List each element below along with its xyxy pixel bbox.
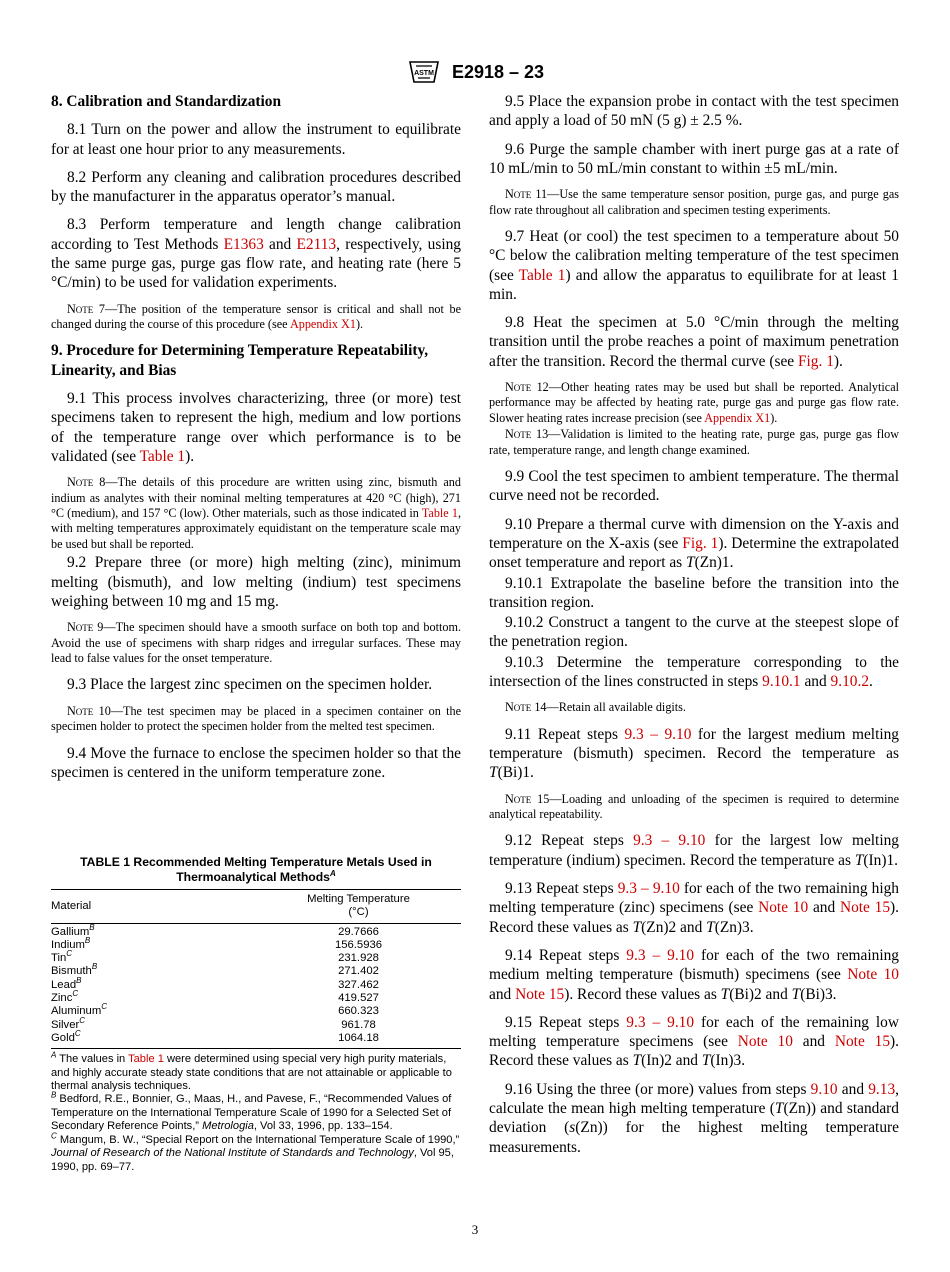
paragraph-9-7: 9.7 Heat (or cool) the test specimen to a temperature about 50 °C below the calibration melting temperature of the test specimen (see Table 1) and allow the apparatus to equilibrate for at least 1 min. (489, 228, 899, 303)
paragraph-9-10: 9.10 Prepare a thermal curve with dimension on the Y-axis and temperature on the X-axis (see Fig. 1). Determine the extrapolated onset temperature and report as T(Zn)1. (489, 515, 900, 572)
link-appendix-x1[interactable]: Appendix X1 (289, 317, 356, 332)
paragraph-9-13: 9.13 Repeat steps 9.3 – 9.10 for each of the two remaining high melting temperature (zinc) specimens (see Note 10 and Note 15). Record these values as T(Zn)2 and T(Zn)3. (489, 880, 900, 936)
table-row (51, 952, 461, 965)
link-steps-9-3-9-10[interactable]: 9.3 – 9.10 (617, 880, 680, 898)
table-row (51, 979, 461, 992)
paragraph-9-12: 9.12 Repeat steps 9.3 – 9.10 for the largest low melting temperature (indium) specimen. Record the temperature as T(In)1. (489, 832, 899, 869)
link-fig-1[interactable]: Fig. 1 (797, 352, 834, 370)
table-1 (51, 855, 461, 1174)
paragraph-9-2: 9.2 Prepare three (or more) high melting (zinc), minimum melting (bismuth), and low melting (indium) test specimens weighing between 10 mg and 15 mg. (51, 554, 461, 610)
melting-temperature-table (51, 890, 461, 1049)
section-8-heading: 8. Calibration and Standardization (51, 93, 282, 110)
material-cell: Gallium$^B$ (51, 922, 95, 938)
material-cell: Tin$^C$ (51, 949, 73, 965)
melting-temperature-cell: 271.402 (338, 965, 379, 978)
link-table-1[interactable]: Table 1 (128, 1053, 164, 1066)
material-cell: Silver$^C$ (51, 1015, 86, 1031)
note-9: Note 9—The specimen should have a smooth surface on both top and bottom. Avoid the use of specimens with sharp ridges and irregular surfaces. These may lead to false values for the onset temperature. (51, 620, 462, 665)
right-column (489, 92, 899, 1166)
link-e2113[interactable]: E2113 (296, 235, 337, 253)
paragraph-8-1: 8.1 Turn on the power and allow the instrument to equilibrate for at least one hour prior to any measurements. (51, 121, 461, 158)
link-note-15[interactable]: Note 15 (839, 899, 891, 917)
astm-logo-text: ASTM (414, 70, 434, 77)
table-1-caption: TABLE 1 Recommended Melting Temperature Metals Used in Thermoanalytical Methods$^A$ (51, 855, 461, 890)
material-cell: Bismuth$^B$ (51, 962, 98, 978)
link-step-9-10-1[interactable]: 9.10.1 (762, 673, 801, 691)
paragraph-9-15: 9.15 Repeat steps 9.3 – 9.10 for each of the remaining low melting temperature specimens (see Note 10 and Note 15). Record these values as T(In)2 and T(In)3. (489, 1013, 899, 1070)
paragraph-8-3: 8.3 Perform temperature and length change calibration according to Test Methods E1363 and E2113, respectively, using the same purge gas, purge gas flow rate, and heating rate (here 5 °C/min) to be used for validation experiments. (51, 216, 461, 292)
table-row (51, 1032, 461, 1049)
link-steps-9-3-9-10[interactable]: 9.3 – 9.10 (626, 1013, 695, 1031)
material-cell: Aluminum$^C$ (51, 1002, 108, 1018)
paragraph-9-5: 9.5 Place the expansion probe in contact with the test specimen and apply a load of 50 mN (5 g) ± 2.5 %. (489, 93, 899, 130)
paragraph-9-16: 9.16 Using the three (or more) values from steps 9.10 and 9.13, calculate the mean high melting temperature (T(Zn)) and standard deviation (s(Zn)) for the highest melting temperature measurements. (489, 1080, 900, 1156)
material-cell: Lead$^B$ (51, 976, 82, 991)
melting-temperature-cell: 156.5936 (334, 938, 383, 951)
paragraph-9-11: 9.11 Repeat steps 9.3 – 9.10 for the largest medium melting temperature (bismuth) specimen. Record the temperature as T(Bi)1. (489, 725, 900, 782)
note-7: Note 7—The position of the temperature sensor is critical and shall not be changed during the course of this procedure (see Appendix X1). (51, 301, 461, 332)
melting-temperature-cell: 419.527 (338, 992, 379, 1005)
melting-temperature-cell: 327.462 (338, 978, 379, 991)
material-cell: Indium$^B$ (51, 936, 91, 951)
paragraph-8-2: 8.2 Perform any cleaning and calibration procedures described by the manufacturer in the apparatus operator’s manual. (51, 168, 461, 206)
footnote-b: $^B$ Bedford, R.E., Bonnier, G., Maas, H., and Pavese, F., “Recommended Values of Temperature on the International Temperature Scale of 1990 for a Selected Set of Secondary Reference Points,” Metrologia, Vol 33, 1996, pp. 133–154. (51, 1090, 452, 1133)
link-note-15[interactable]: Note 15 (515, 985, 565, 1003)
paragraph-9-8: 9.8 Heat the specimen at 5.0 °C/min through the melting transition until the probe reaches a point of maximum penetration after the transition. Record the thermal curve (see Fig. 1). (489, 314, 899, 370)
link-note-10[interactable]: Note 10 (758, 899, 809, 917)
paragraph-9-3: 9.3 Place the largest zinc specimen on the specimen holder. (67, 676, 433, 694)
link-fig-1[interactable]: Fig. 1 (682, 535, 719, 552)
paragraph-9-6: 9.6 Purge the sample chamber with inert purge gas at a rate of 10 mL/min to 50 mL/min constant to within ±5 mL/min. (489, 140, 899, 177)
paragraph-9-10-3: 9.10.3 Determine the temperature corresponding to the intersection of the lines constructed in steps 9.10.1 and 9.10.2. (489, 653, 899, 691)
link-note-15[interactable]: Note 15 (834, 1033, 891, 1051)
paragraph-9-1: 9.1 This process involves characterizing, three (or more) test specimens taken to represent the high, medium and low portions of the temperature range over which performance is to be validated (see Table 1). (51, 390, 461, 465)
section-9-heading: 9. Procedure for Determining Temperature Repeatability, Linearity, and Bias (51, 342, 429, 379)
table-row (51, 923, 461, 939)
link-steps-9-3-9-10[interactable]: 9.3 – 9.10 (626, 946, 695, 964)
link-steps-9-3-9-10[interactable]: 9.3 – 9.10 (633, 832, 706, 850)
table-row (51, 992, 461, 1005)
table-row (51, 939, 461, 952)
link-table-1[interactable]: Table 1 (518, 266, 566, 284)
note-11: Note 11—Use the same temperature sensor position, purge gas, and purge gas flow rate throughout all calibration and specimen testing experiments. (489, 187, 899, 217)
link-appendix-x1[interactable]: Appendix X1 (704, 410, 771, 425)
left-column (51, 92, 461, 791)
link-step-9-10-2[interactable]: 9.10.2 (830, 673, 870, 691)
note-12: Note 12—Other heating rates may be used but shall be reported. Analytical performance may be affected by heating rate, purge gas and purge gas flow rate. Slower heating rates increase precision (see Appendix X1). (489, 380, 899, 425)
note-10: Note 10—The test specimen may be placed in a specimen container on the specimen holder to protect the specimen holder from the melted test specimen. (51, 703, 462, 734)
material-cell: Zinc$^C$ (51, 989, 79, 1005)
footnote-a: $^A$ The values in Table 1 were determined using special very high purity materials, and highly accurate steady state conditions that are not attainable or applicable to thermal analysis techniques. (51, 1050, 452, 1093)
paragraph-9-4: 9.4 Move the furnace to enclose the specimen holder so that the specimen is centered in the uniform temperature zone. (51, 744, 461, 781)
astm-logo-icon (406, 58, 442, 86)
footnote-c: $^C$ Mangum, B. W., “Special Report on the International Temperature Scale of 1990,” Journal of Research of the National Institute of Standards and Technology, Vol 95, 1990, pp. 69–77. (51, 1131, 460, 1173)
document-designation: E2918 – 23 (451, 61, 545, 82)
table-footnotes (51, 1050, 461, 1174)
link-step-9-13[interactable]: 9.13 (868, 1080, 896, 1098)
paragraph-9-10-2: 9.10.2 Construct a tangent to the curve at the steepest slope of the penetration region. (489, 614, 899, 651)
note-13: Note 13—Validation is limited to the heating rate, purge gas, purge gas flow rate, temperature range, and length change examined. (489, 427, 900, 457)
table-row (51, 1019, 461, 1032)
material-cell: Gold$^C$ (51, 1032, 256, 1049)
melting-temperature-cell: 660.323 (338, 1005, 379, 1018)
melting-temperature-cell: 231.928 (338, 952, 379, 965)
page-header (0, 58, 950, 86)
link-note-10[interactable]: Note 10 (737, 1033, 793, 1051)
paragraph-9-14: 9.14 Repeat steps 9.3 – 9.10 for each of the two remaining medium melting temperature (bismuth) specimens (see Note 10 and Note 15). Record these values as T(Bi)2 and T(Bi)3. (489, 946, 900, 1003)
note-14: Note 14—Retain all available digits. (505, 700, 686, 715)
melting-temperature-cell: 29.7666 (338, 925, 379, 938)
table-row (51, 965, 461, 978)
link-steps-9-3-9-10[interactable]: 9.3 – 9.10 (624, 725, 692, 743)
link-e1363[interactable]: E1363 (223, 235, 264, 253)
link-table-1[interactable]: Table 1 (421, 506, 458, 521)
paragraph-9-9: 9.9 Cool the test specimen to ambient temperature. The thermal curve need not be recorded. (489, 468, 899, 505)
link-note-10[interactable]: Note 10 (847, 966, 900, 984)
link-table-1[interactable]: Table 1 (139, 447, 186, 465)
note-8: Note 8—The details of this procedure are written using zinc, bismuth and indium as analytes with their nominal melting temperatures at 420 °C (high), 271 °C (medium), and 157 °C (low). Other materials, such as those indicated in Table 1, with melting temperatures approximately equidistant on the temperature scale may be used but shall be reported. (51, 475, 461, 551)
melting-temperature-cell: 1064.18 (256, 1032, 461, 1049)
paragraph-9-10-1: 9.10.1 Extrapolate the baseline before the transition into the transition region. (489, 574, 899, 611)
page-number: 3 (471, 1222, 479, 1237)
melting-temperature-cell: 961.78 (341, 1018, 376, 1031)
column-header-material: Material (51, 890, 256, 923)
link-step-9-10[interactable]: 9.10 (810, 1080, 838, 1098)
note-15: Note 15—Loading and unloading of the specimen is required to determine analytical repeatability. (489, 791, 899, 822)
table-row (51, 1005, 461, 1018)
column-header-melting-temperature: Melting Temperature (°C) (256, 890, 461, 923)
